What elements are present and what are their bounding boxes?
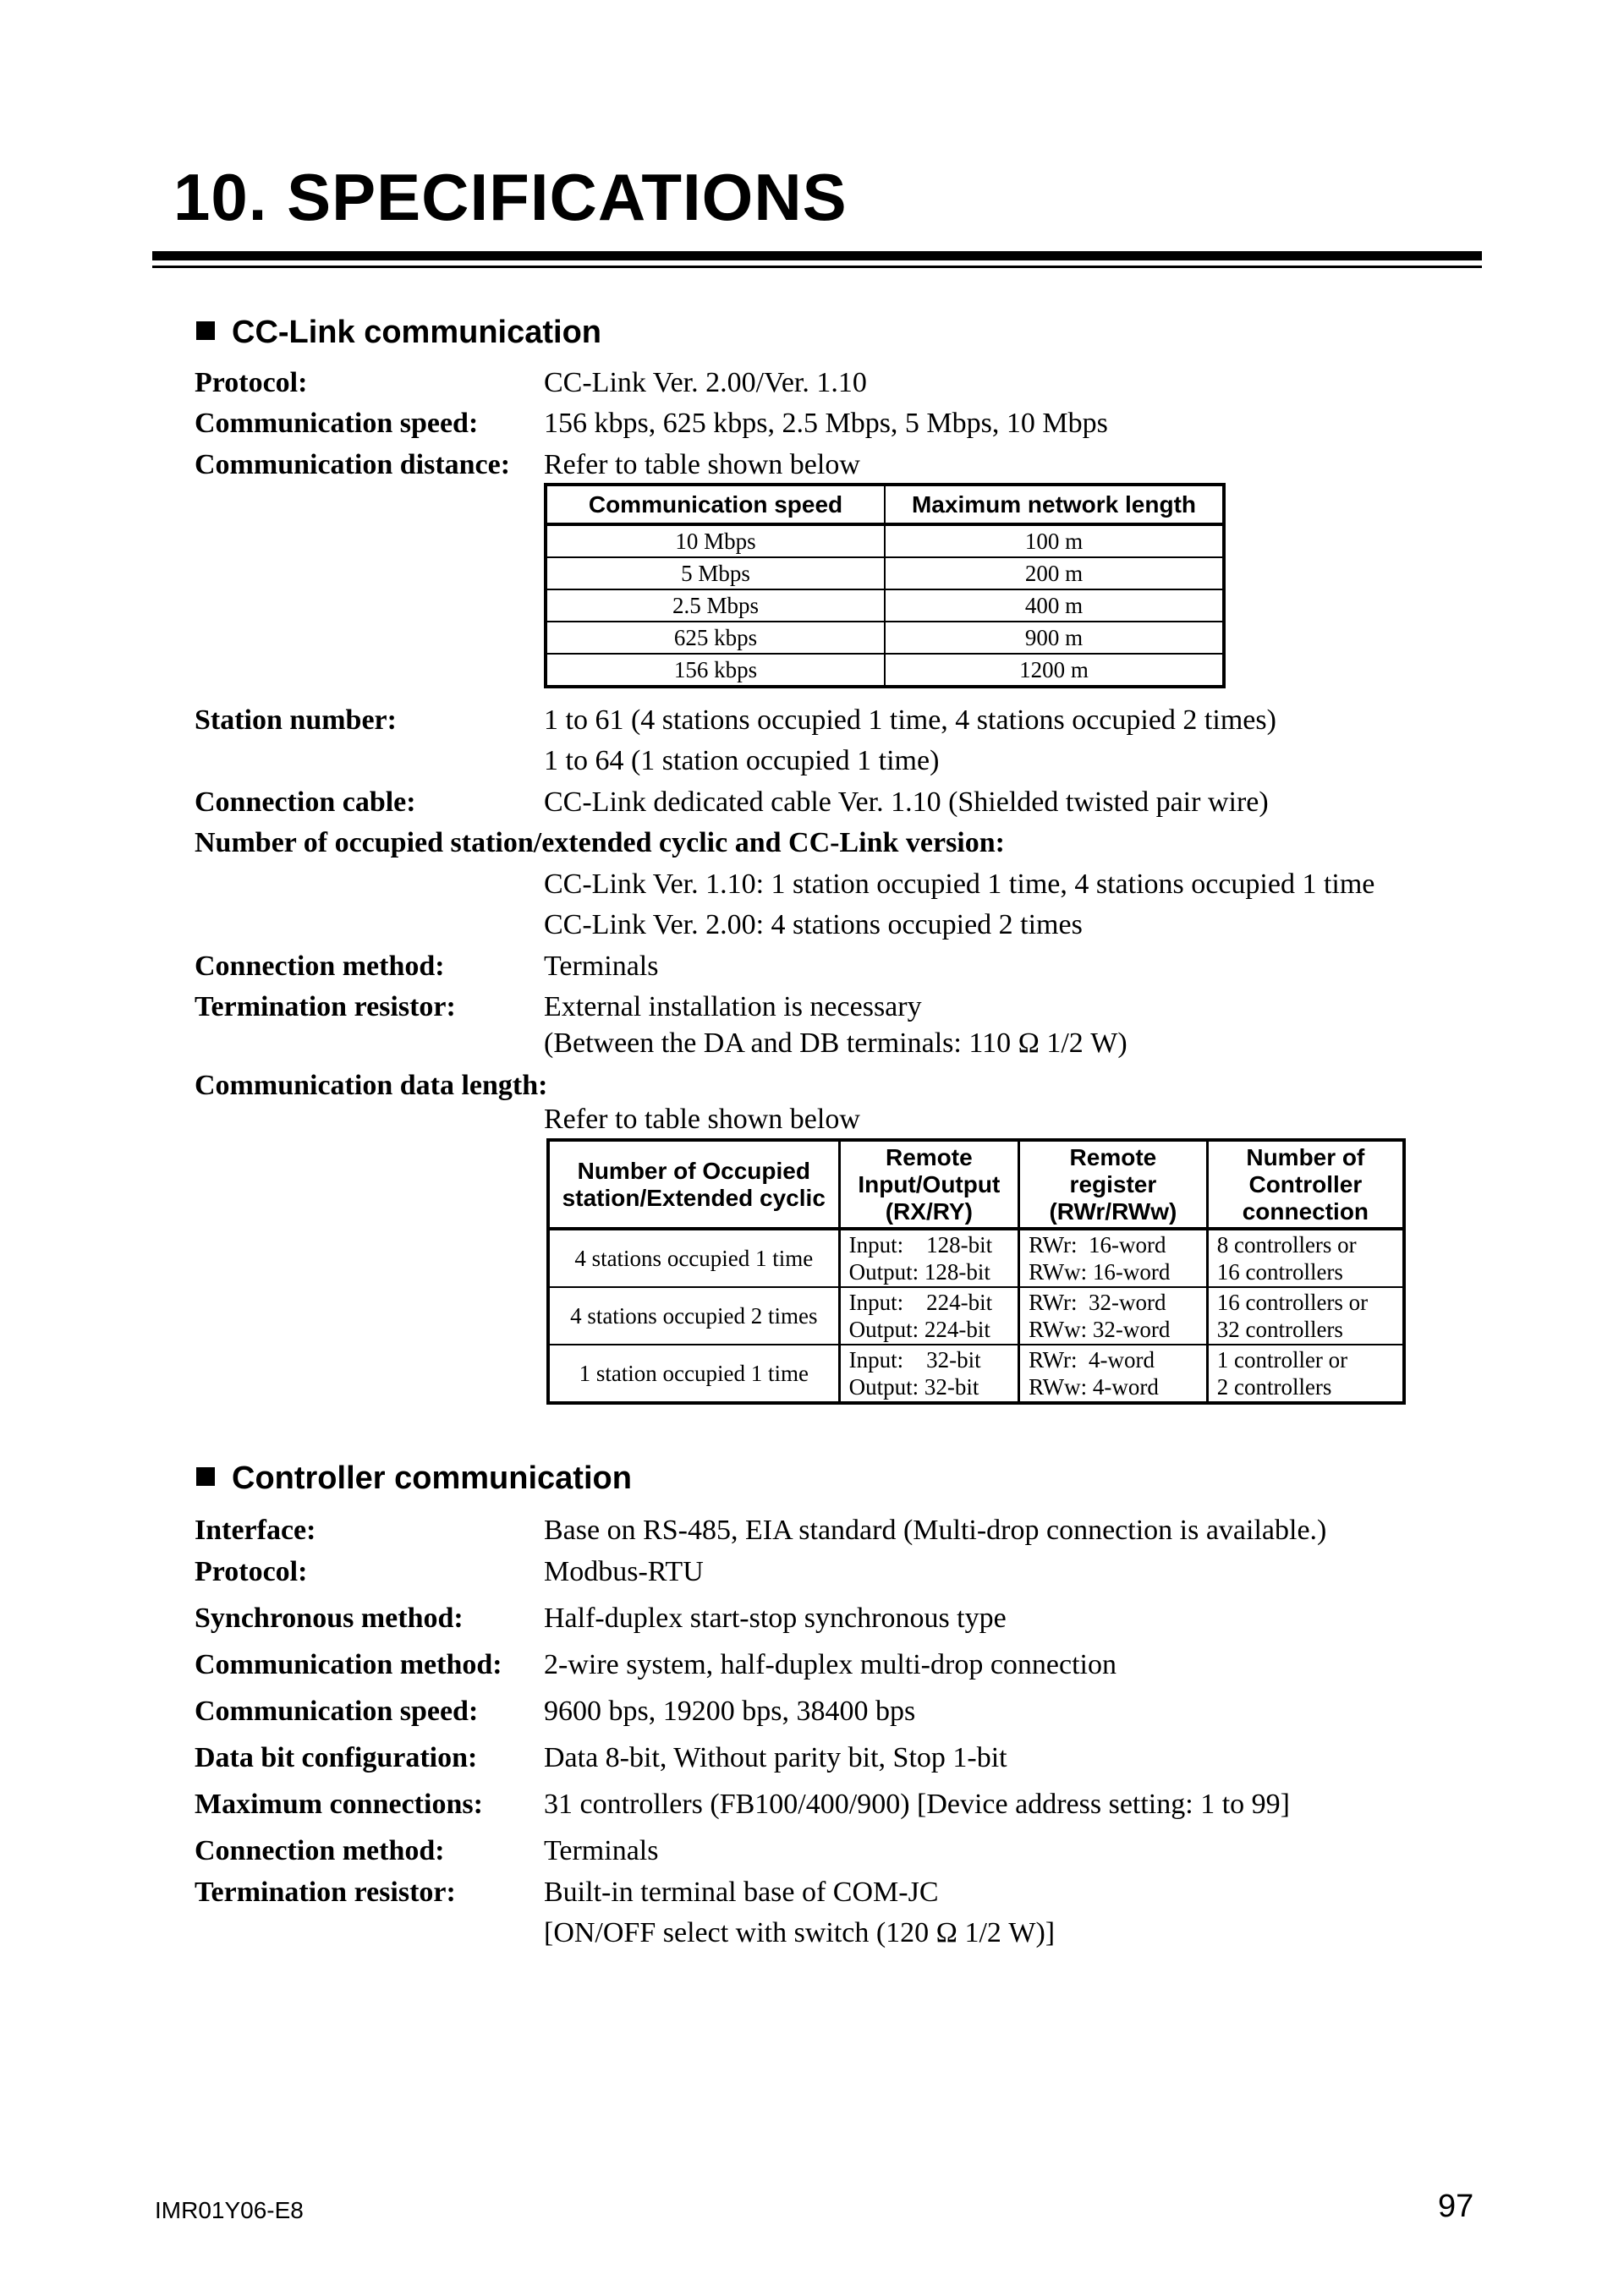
table-header-cell [839,1140,1019,1229]
spec-value: 2-wire system, half-duplex multi-drop connection [544,1649,1116,1680]
table-row [546,524,1224,557]
cell-line: 16 controllers [1216,1259,1343,1285]
table-header-cell: Maximum network length [885,485,1224,524]
cell-line: 16 controllers or [1216,1290,1369,1315]
cell-line: Input: 32-bit [848,1347,981,1373]
table-cell: 900 m [885,622,1224,654]
spec-value: 9600 bps, 19200 bps, 38400 bps [544,1696,916,1727]
square-bullet-icon [196,1467,215,1486]
spec-row-data-length [195,1070,547,1102]
cell-line: Input: 128-bit [848,1232,993,1258]
spec-value: Data 8-bit, Without parity bit, Stop 1-bit [544,1742,1007,1773]
spec-value: CC-Link Ver. 2.00: 4 stations occupied 2 times [544,909,1083,940]
spec-value: 1 to 64 (1 station occupied 1 time) [544,745,940,776]
table-cell [1019,1287,1208,1345]
table-row [546,622,1224,654]
table-cell: 1 station occupied 1 time [548,1345,839,1403]
table-cell: 4 stations occupied 1 time [548,1229,839,1287]
table-cell [839,1287,1019,1345]
table-row [548,1229,1404,1287]
spec-label: Connection method: [195,951,445,982]
header-line: (RX/RY) [885,1197,973,1225]
spec-value: 31 controllers (FB100/400/900) [Device address setting: 1 to 99] [544,1789,1290,1820]
table-row [546,654,1224,687]
cell-line: RWr: 32-word [1029,1290,1166,1315]
spec-label: Protocol: [195,1556,308,1587]
spec-label: Interface: [195,1515,316,1546]
distance-table [544,483,1226,688]
spec-label: Communication speed: [195,408,479,439]
spec-label: Maximum connections: [195,1789,483,1820]
table-header-row [546,485,1224,524]
spec-value: 156 kbps, 625 kbps, 2.5 Mbps, 5 Mbps, 10 Mbps [544,408,1108,439]
cell-line: Input: 224-bit [848,1290,993,1315]
table-header-cell: Communication speed [546,485,885,524]
spec-value: 1 to 61 (4 stations occupied 1 time, 4 stations occupied 2 times) [544,704,1276,736]
spec-label: Connection method: [195,1835,445,1866]
table-cell [839,1345,1019,1403]
table-cell [1207,1287,1404,1345]
cell-line: 1 controller or [1216,1347,1348,1373]
table-row [546,589,1224,622]
spec-value: Base on RS-485, EIA standard (Multi-drop connection is available.) [544,1515,1327,1546]
cell-line: Output: 224-bit [848,1317,990,1342]
cell-line: RWr: 4-word [1029,1347,1155,1373]
section-heading-text: CC-Link communication [232,315,602,350]
spec-value: CC-Link Ver. 1.10: 1 station occupied 1 time, 4 stations occupied 1 time [544,869,1375,900]
cell-line: RWw: 16-word [1029,1259,1171,1285]
spec-label: Termination resistor: [195,991,456,1022]
table-cell [1207,1345,1404,1403]
header-line: Number of [1246,1143,1365,1170]
header-line: Remote [885,1143,973,1170]
spec-label: Number of occupied station/extended cyclic and CC-Link version: [195,827,1005,858]
data-length-table [546,1138,1406,1405]
spec-label: Communication speed: [195,1696,479,1727]
spec-label: Data bit configuration: [195,1742,478,1773]
table-cell: 10 Mbps [546,524,885,557]
header-line: register [1069,1170,1157,1197]
spec-value: [ON/OFF select with switch (120 Ω 1/2 W)] [544,1917,1056,1948]
spec-value: Terminals [544,1835,659,1866]
table-header-row [548,1140,1404,1229]
cell-line: RWw: 32-word [1029,1317,1171,1342]
spec-label: Termination resistor: [195,1877,456,1908]
spec-label: Synchronous method: [195,1603,464,1634]
spec-value: Modbus-RTU [544,1556,704,1587]
cell-line: Output: 128-bit [848,1259,990,1285]
cell-line: RWw: 4-word [1029,1374,1159,1400]
spec-label: Communication data length: [195,1070,548,1101]
spec-label: Station number: [195,704,397,736]
table-cell: 4 stations occupied 2 times [548,1287,839,1345]
table-cell: 100 m [885,524,1224,557]
table-header-cell [1207,1140,1404,1229]
table-row [548,1287,1404,1345]
header-line: station/Extended cyclic [562,1184,826,1211]
cell-line: 32 controllers [1216,1317,1343,1342]
spec-value: (Between the DA and DB terminals: 110 Ω 1/2 W) [544,1027,1127,1059]
spec-label: Connection cable: [195,786,416,818]
table-cell [1207,1229,1404,1287]
footer-page-number: 97 [1438,2189,1474,2224]
square-bullet-icon [196,321,215,340]
spec-value: CC-Link Ver. 2.00/Ver. 1.10 [544,367,867,398]
header-line: Number of Occupied [577,1157,810,1184]
table-cell: 625 kbps [546,622,885,654]
section-heading-controller [196,1460,632,1497]
spec-label: Protocol: [195,367,308,398]
spec-value: Half-duplex start-stop synchronous type [544,1603,1007,1634]
cell-line: Output: 32-bit [848,1374,979,1400]
spec-label: Communication distance: [195,449,511,480]
spec-value: Refer to table shown below [544,449,860,480]
table-cell [1019,1229,1208,1287]
table-cell: 400 m [885,589,1224,622]
table-cell: 5 Mbps [546,557,885,589]
header-line: (RWr/RWw) [1049,1197,1177,1225]
table-cell [839,1229,1019,1287]
spec-value: Terminals [544,951,659,982]
header-line: Remote [1069,1143,1157,1170]
table-cell: 1200 m [1019,656,1089,682]
spec-value: External installation is necessary [544,991,922,1022]
table-cell [1019,1345,1208,1403]
spec-label: Communication method: [195,1649,502,1680]
spec-value: Refer to table shown below [544,1104,860,1135]
table-row [546,557,1224,589]
spec-value: CC-Link dedicated cable Ver. 1.10 (Shielded twisted pair wire) [544,786,1269,818]
header-line: Controller [1248,1170,1363,1197]
table-cell: 200 m [885,557,1224,589]
chapter-title: 10. SPECIFICATIONS [173,160,848,234]
spec-value: Built-in terminal base of COM-JC [544,1877,939,1908]
section-heading-cc-link [196,315,601,351]
cell-line: 8 controllers or [1216,1232,1357,1258]
footer-doc-id: IMR01Y06-E8 [155,2197,304,2223]
table-header-cell [548,1140,839,1229]
spec-row-occupied [195,827,1005,859]
title-rule-thick [152,251,1482,260]
cell-line: 2 controllers [1216,1374,1332,1400]
section-heading-text: Controller communication [232,1460,632,1496]
header-line: connection [1242,1197,1369,1225]
table-row [548,1345,1404,1403]
cell-line: RWr: 16-word [1029,1232,1166,1258]
title-rule-thin [152,266,1482,268]
table-cell: 2.5 Mbps [546,589,885,622]
header-line: Input/Output [858,1170,1001,1197]
table-cell: 156 kbps [546,654,885,687]
table-header-cell [1019,1140,1208,1229]
